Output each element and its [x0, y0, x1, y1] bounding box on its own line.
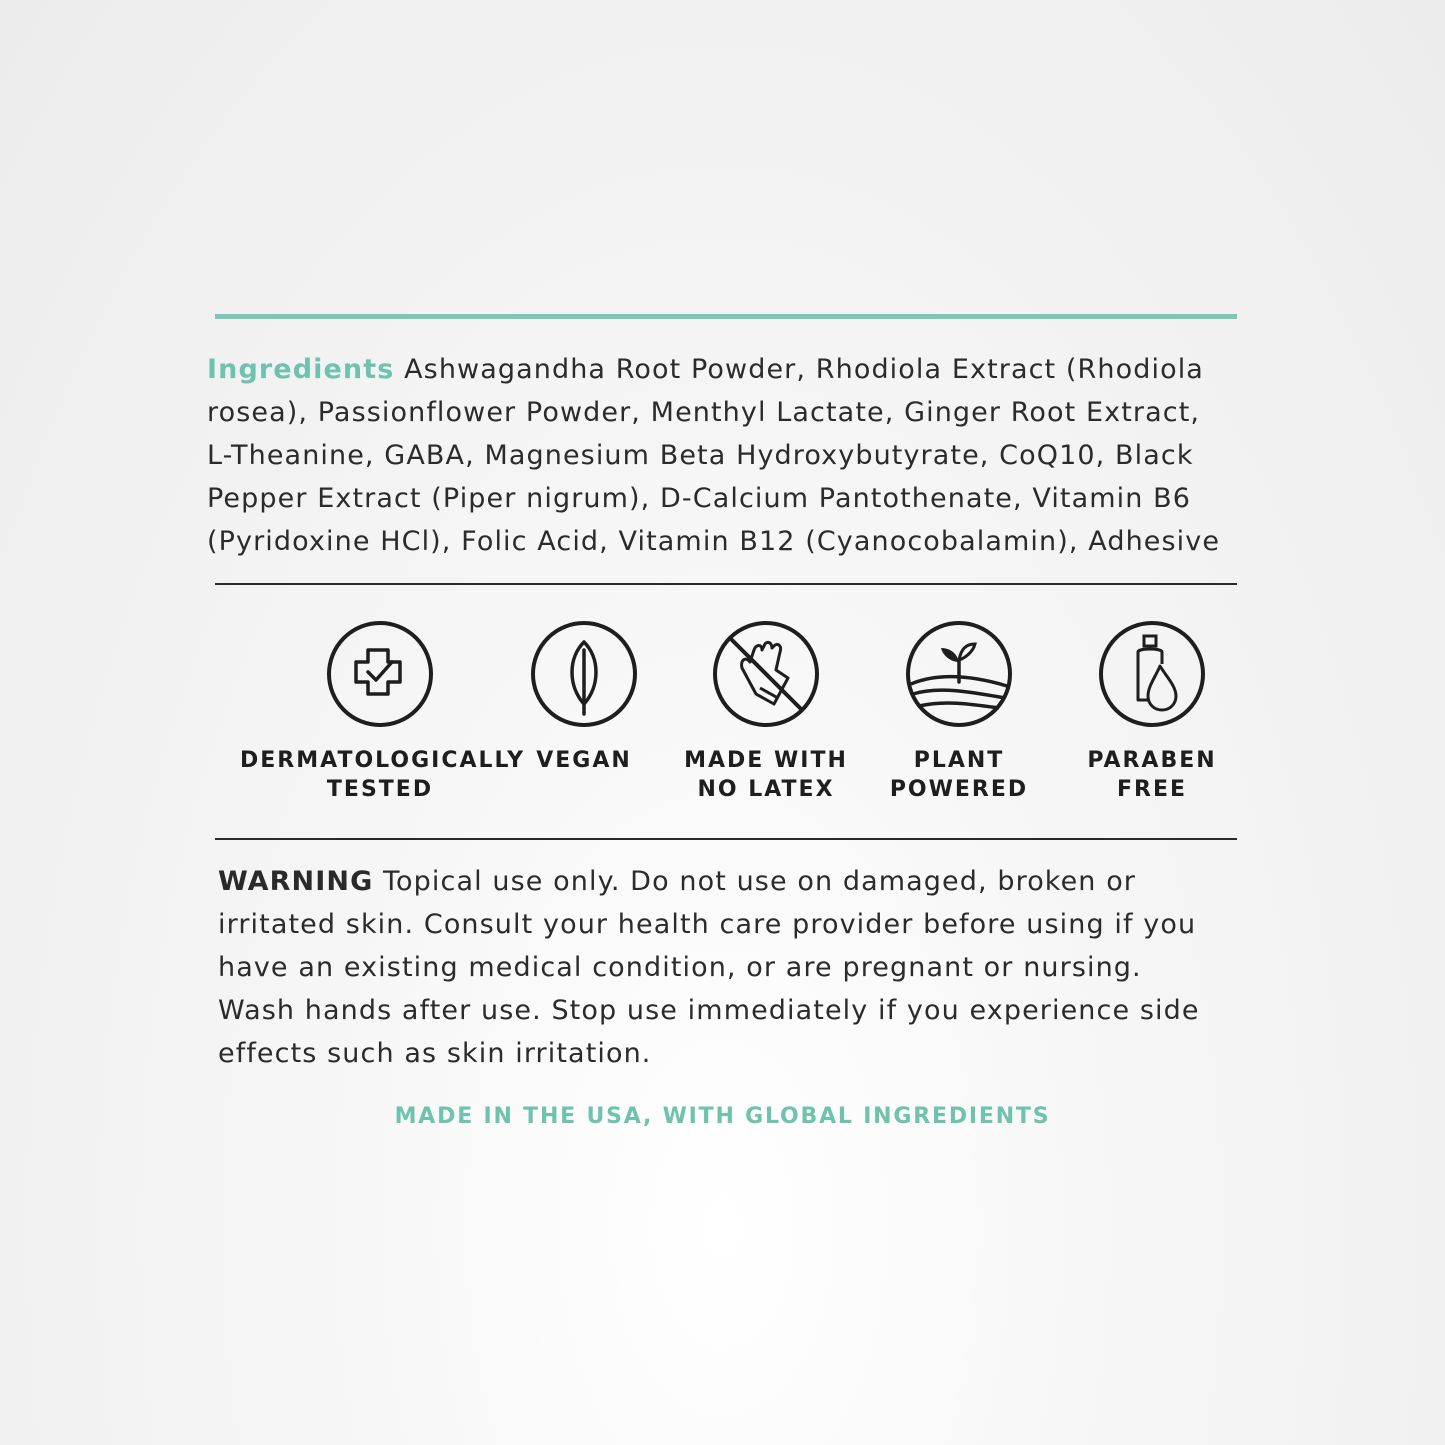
badge-caption: MADE WITH NO LATEX [684, 748, 848, 802]
medical-cross-check-icon [326, 620, 434, 728]
accent-divider [215, 314, 1237, 319]
badge-paraben-free [1012, 620, 1292, 804]
warning-label: WARNING [218, 866, 374, 897]
ingredients-label: Ingredients [207, 354, 395, 385]
divider-top [215, 583, 1237, 585]
bottle-drop-icon [1098, 620, 1206, 728]
sprout-icon [905, 620, 1013, 728]
ingredients-block [207, 348, 1247, 563]
warning-block [218, 860, 1238, 1075]
badge-caption: PARABEN FREE [1087, 748, 1217, 802]
origin-statement: MADE IN THE USA, WITH GLOBAL INGREDIENTS [394, 1104, 1051, 1129]
badge-caption: DERMATOLOGICALLY TESTED [240, 748, 526, 802]
ingredients-text: Ashwagandha Root Powder, Rhodiola Extract (Rhodiola rosea), Passionflower Powder, Menthyl Lactate, Ginger Root Extract, L-Theanine, GABA, Magnesium Beta Hydroxybutyrate, CoQ10, Black Pepper Extract (Piper nigrum), D-Calcium Pantothenate, Vitamin B6 (Pyridoxine HCl), Folic Acid, Vitamin B12 (Cyanocobalamin), Adhesive [207, 354, 1221, 557]
badge-caption: VEGAN [536, 748, 632, 773]
warning-text: Topical use only. Do not use on damaged, broken or irritated skin. Consult your health care provider before using if you have an existing medical condition, or are pregnant or nursing. Wash hands after use. Stop use immediately if you experience side effects such as skin irritation. [218, 866, 1200, 1069]
leaf-icon [530, 620, 638, 728]
divider-bottom [215, 838, 1237, 840]
no-latex-glove-icon [712, 620, 820, 728]
badge-caption: PLANT POWERED [889, 748, 1029, 802]
